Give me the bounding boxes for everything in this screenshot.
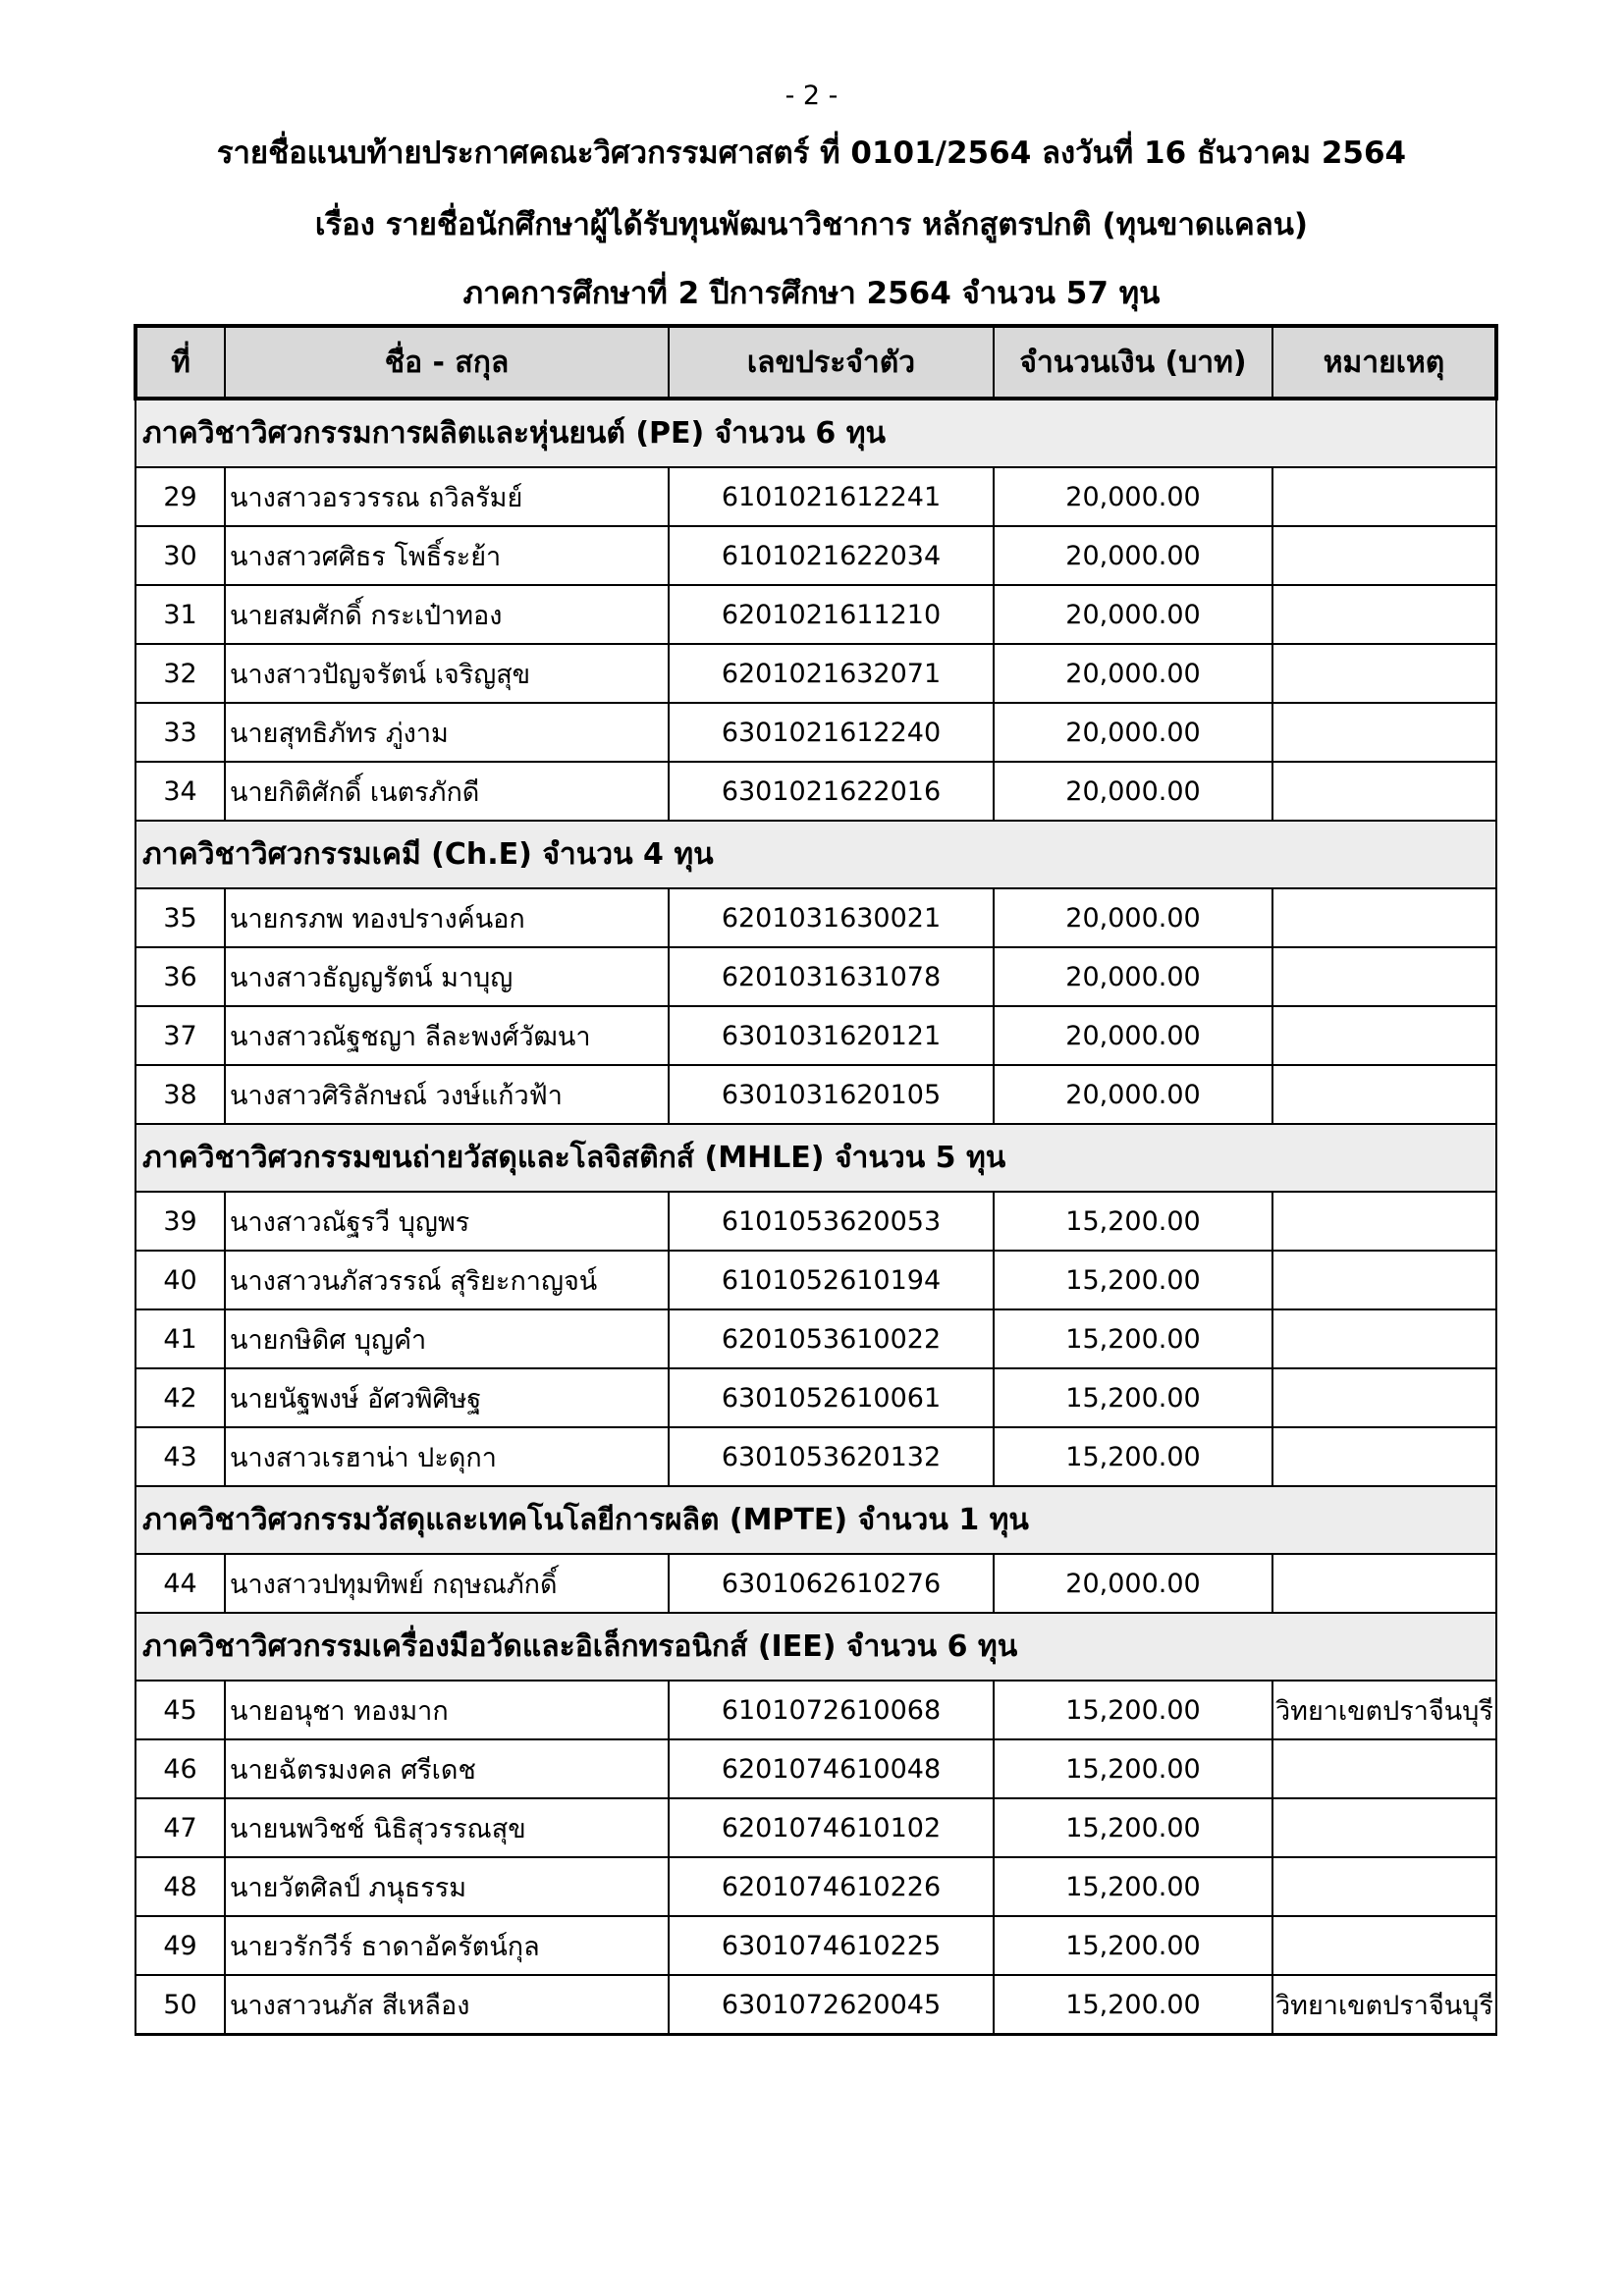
table-header-row: [135, 326, 1496, 399]
cell-student-id: 6101053620053: [669, 1192, 994, 1251]
cell-no: 38: [135, 1065, 225, 1124]
table-row: [135, 1192, 1496, 1251]
table-row: [135, 585, 1496, 644]
cell-amount: 20,000.00: [994, 703, 1272, 762]
cell-no: 42: [135, 1368, 225, 1427]
section-heading: ภาควิชาวิศวกรรมเคมี (Ch.E) จำนวน 4 ทุน: [135, 821, 1496, 888]
cell-student-id: 6301031620105: [669, 1065, 994, 1124]
cell-student-id: 6101021612241: [669, 467, 994, 526]
cell-amount: 15,200.00: [994, 1857, 1272, 1916]
header-no: ที่: [135, 326, 225, 399]
cell-no: 30: [135, 526, 225, 585]
section-heading-row: [135, 1124, 1496, 1192]
cell-amount: 15,200.00: [994, 1368, 1272, 1427]
cell-no: 46: [135, 1739, 225, 1798]
cell-name: นายวรักวีร์ ธาดาอัครัตน์กุล: [225, 1916, 669, 1975]
cell-amount: 15,200.00: [994, 1681, 1272, 1739]
cell-amount: 15,200.00: [994, 1975, 1272, 2035]
table-row: [135, 1681, 1496, 1739]
cell-amount: 20,000.00: [994, 888, 1272, 947]
table-row: [135, 1006, 1496, 1065]
section-heading: ภาควิชาวิศวกรรมวัสดุและเทคโนโลยีการผลิต (MPTE) จำนวน 1 ทุน: [135, 1486, 1496, 1554]
table-row: [135, 1916, 1496, 1975]
cell-name: นางสาวณัฐชญา ลีละพงศ์วัฒนา: [225, 1006, 669, 1065]
cell-student-id: 6101072610068: [669, 1681, 994, 1739]
cell-student-id: 6201031631078: [669, 947, 994, 1006]
cell-no: 40: [135, 1251, 225, 1309]
scholarship-table: [134, 324, 1498, 2036]
section-heading-row: [135, 399, 1496, 467]
cell-no: 43: [135, 1427, 225, 1486]
cell-name: นางสาวศศิธร โพธิ์ระย้า: [225, 526, 669, 585]
cell-note: [1272, 762, 1496, 821]
cell-name: นายฉัตรมงคล ศรีเดช: [225, 1739, 669, 1798]
cell-name: นายนพวิชช์ นิธิสุวรรณสุข: [225, 1798, 669, 1857]
cell-note: [1272, 947, 1496, 1006]
cell-note: [1272, 1309, 1496, 1368]
cell-note: [1272, 644, 1496, 703]
cell-name: นางสาวณัฐรวี บุญพร: [225, 1192, 669, 1251]
cell-no: 36: [135, 947, 225, 1006]
cell-name: นายอนุชา ทองมาก: [225, 1681, 669, 1739]
cell-student-id: 6201074610226: [669, 1857, 994, 1916]
cell-note: [1272, 585, 1496, 644]
cell-note: [1272, 1798, 1496, 1857]
cell-no: 39: [135, 1192, 225, 1251]
cell-name: นางสาวปัญจรัตน์ เจริญสุข: [225, 644, 669, 703]
cell-no: 33: [135, 703, 225, 762]
table-row: [135, 1975, 1496, 2035]
cell-name: นายกิติศักดิ์ เนตรภักดี: [225, 762, 669, 821]
table-row: [135, 1857, 1496, 1916]
table-row: [135, 1739, 1496, 1798]
cell-note: [1272, 1251, 1496, 1309]
cell-amount: 20,000.00: [994, 1554, 1272, 1613]
announcement-title: รายชื่อแนบท้ายประกาศคณะวิศวกรรมศาสตร์ ที่ 0101/2564 ลงวันที่ 16 ธันวาคม 2564: [216, 135, 1407, 171]
table-row: [135, 1251, 1496, 1309]
cell-amount: 20,000.00: [994, 467, 1272, 526]
cell-name: นายกษิดิศ บุญคำ: [225, 1309, 669, 1368]
header-name: ชื่อ - สกุล: [225, 326, 669, 399]
table-row: [135, 762, 1496, 821]
cell-note: [1272, 1554, 1496, 1613]
cell-amount: 20,000.00: [994, 762, 1272, 821]
cell-student-id: 6201074610102: [669, 1798, 994, 1857]
cell-no: 29: [135, 467, 225, 526]
cell-amount: 15,200.00: [994, 1309, 1272, 1368]
cell-no: 31: [135, 585, 225, 644]
cell-student-id: 6301074610225: [669, 1916, 994, 1975]
cell-amount: 15,200.00: [994, 1916, 1272, 1975]
section-heading-row: [135, 1613, 1496, 1681]
cell-name: นางสาวนภัสวรรณ์ สุริยะกาญจน์: [225, 1251, 669, 1309]
cell-name: นายนัฐพงษ์ อัศวพิศิษฐ: [225, 1368, 669, 1427]
cell-note: วิทยาเขตปราจีนบุรี: [1272, 1975, 1496, 2035]
cell-note: [1272, 1192, 1496, 1251]
section-heading-row: [135, 821, 1496, 888]
cell-student-id: 6201021632071: [669, 644, 994, 703]
cell-student-id: 6101021622034: [669, 526, 994, 585]
cell-no: 32: [135, 644, 225, 703]
cell-no: 44: [135, 1554, 225, 1613]
cell-no: 41: [135, 1309, 225, 1368]
announcement-subject: เรื่อง รายชื่อนักศึกษาผู้ได้รับทุนพัฒนาวิชาการ หลักสูตรปกติ (ทุนขาดแคลน): [314, 207, 1309, 242]
cell-no: 34: [135, 762, 225, 821]
cell-name: นายสมศักดิ์ กระเป๋าทอง: [225, 585, 669, 644]
page-number: - 2 -: [784, 80, 839, 111]
section-heading: ภาควิชาวิศวกรรมเครื่องมือวัดและอิเล็กทรอนิกส์ (IEE) จำนวน 6 ทุน: [135, 1613, 1496, 1681]
cell-amount: 15,200.00: [994, 1251, 1272, 1309]
cell-student-id: 6201053610022: [669, 1309, 994, 1368]
cell-student-id: 6201021611210: [669, 585, 994, 644]
cell-amount: 15,200.00: [994, 1739, 1272, 1798]
cell-name: นางสาวศิริลักษณ์ วงษ์แก้วฟ้า: [225, 1065, 669, 1124]
cell-student-id: 6101052610194: [669, 1251, 994, 1309]
cell-note: [1272, 1006, 1496, 1065]
cell-no: 35: [135, 888, 225, 947]
cell-amount: 20,000.00: [994, 644, 1272, 703]
cell-amount: 20,000.00: [994, 585, 1272, 644]
cell-name: นางสาวปทุมทิพย์ กฤษณภักดิ์: [225, 1554, 669, 1613]
cell-name: นายสุทธิภัทร ภู่งาม: [225, 703, 669, 762]
cell-amount: 20,000.00: [994, 1006, 1272, 1065]
cell-student-id: 6301062610276: [669, 1554, 994, 1613]
table-row: [135, 1368, 1496, 1427]
table-row: [135, 1309, 1496, 1368]
cell-no: 45: [135, 1681, 225, 1739]
cell-note: [1272, 526, 1496, 585]
cell-note: [1272, 467, 1496, 526]
cell-student-id: 6301021612240: [669, 703, 994, 762]
cell-amount: 15,200.00: [994, 1798, 1272, 1857]
cell-note: [1272, 888, 1496, 947]
section-heading: ภาควิชาวิศวกรรมการผลิตและหุ่นยนต์ (PE) จำนวน 6 ทุน: [135, 399, 1496, 467]
cell-no: 37: [135, 1006, 225, 1065]
cell-no: 48: [135, 1857, 225, 1916]
cell-name: นางสาวอรวรรณ ถวิลรัมย์: [225, 467, 669, 526]
cell-amount: 20,000.00: [994, 526, 1272, 585]
table-row: [135, 888, 1496, 947]
cell-student-id: 6301053620132: [669, 1427, 994, 1486]
cell-note: [1272, 1368, 1496, 1427]
table-row: [135, 1065, 1496, 1124]
cell-note: [1272, 1065, 1496, 1124]
cell-no: 47: [135, 1798, 225, 1857]
cell-note: วิทยาเขตปราจีนบุรี: [1272, 1681, 1496, 1739]
cell-student-id: 6201074610048: [669, 1739, 994, 1798]
table-row: [135, 947, 1496, 1006]
cell-note: [1272, 1857, 1496, 1916]
section-heading-row: [135, 1486, 1496, 1554]
cell-amount: 15,200.00: [994, 1427, 1272, 1486]
table-row: [135, 1554, 1496, 1613]
table-row: [135, 644, 1496, 703]
cell-student-id: 6301052610061: [669, 1368, 994, 1427]
announcement-term: ภาคการศึกษาที่ 2 ปีการศึกษา 2564 จำนวน 57 ทุน: [462, 276, 1161, 311]
section-heading: ภาควิชาวิศวกรรมขนถ่ายวัสดุและโลจิสติกส์ (MHLE) จำนวน 5 ทุน: [135, 1124, 1496, 1192]
cell-student-id: 6301031620121: [669, 1006, 994, 1065]
cell-name: นายกรภพ ทองปรางค์นอก: [225, 888, 669, 947]
header-student-id: เลขประจำตัว: [669, 326, 994, 399]
cell-name: นางสาวธัญญรัตน์ มาบุญ: [225, 947, 669, 1006]
table-row: [135, 1427, 1496, 1486]
cell-note: [1272, 1916, 1496, 1975]
cell-student-id: 6301021622016: [669, 762, 994, 821]
cell-no: 49: [135, 1916, 225, 1975]
table-body: [135, 399, 1496, 2035]
cell-amount: 20,000.00: [994, 1065, 1272, 1124]
table-row: [135, 526, 1496, 585]
cell-student-id: 6301072620045: [669, 1975, 994, 2035]
table-row: [135, 1798, 1496, 1857]
cell-name: นายวัตศิลป์ ภนุธรรม: [225, 1857, 669, 1916]
header-amount: จำนวนเงิน (บาท): [994, 326, 1272, 399]
cell-student-id: 6201031630021: [669, 888, 994, 947]
header-note: หมายเหตุ: [1272, 326, 1496, 399]
table-row: [135, 467, 1496, 526]
cell-amount: 15,200.00: [994, 1192, 1272, 1251]
table-row: [135, 703, 1496, 762]
cell-note: [1272, 703, 1496, 762]
cell-name: นางสาวนภัส สีเหลือง: [225, 1975, 669, 2035]
cell-no: 50: [135, 1975, 225, 2035]
cell-name: นางสาวเรฮาน่า ปะดุกา: [225, 1427, 669, 1486]
cell-note: [1272, 1739, 1496, 1798]
cell-amount: 20,000.00: [994, 947, 1272, 1006]
cell-note: [1272, 1427, 1496, 1486]
